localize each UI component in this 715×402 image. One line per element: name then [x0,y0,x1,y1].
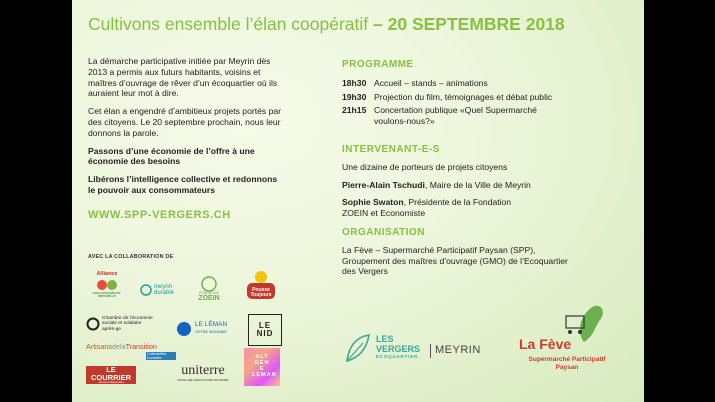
programme-text: Projection du film, témoignages et débat public [374,91,553,102]
programme-text: Concertation publique «Quel Supermarché voulons-nous?» [374,105,537,127]
meyrin-durable-text: durable [153,290,174,296]
la-feve-subtext: Supermarché Participatif [528,356,606,363]
artisans-word: la [119,341,126,351]
intervenant-role: , Maire de la Ville de Meyrin [424,179,531,190]
le-nid-logo [248,314,282,346]
vergers-mark [342,330,374,368]
logo-divider [430,344,431,358]
chambre-ess-mark [86,317,100,331]
uniterre-logo [170,362,236,384]
poster-title [88,14,565,35]
alliance-logo-text: Alliance [96,270,118,277]
leman-mark [176,321,192,337]
alliance-logo-subtext: www.consomateurs-alternatifs.ch [92,290,122,298]
vergers-text: VERGERS [376,344,421,354]
alternatiba-logo [244,348,280,386]
intro-paragraph: Cet élan a engendré d’ambitieux projets portés par des citoyens. Le 20 septembre prochain, nous leur donnons la parole. [88,106,281,138]
chambre-ess-subtext: après-ge [102,326,121,332]
vergers-wordmark [376,334,420,360]
chambre-ess-logo [86,312,166,336]
meyrin-durable-logo [134,278,180,302]
intro-column [88,56,284,203]
title-date: – 20 SEPTEMBRE 2018 [373,14,565,34]
programme-time: 21h15 [342,105,367,116]
leman-logo [176,318,240,340]
zoein-logo [192,274,226,304]
la-feve-subtext: Paysan [555,364,579,371]
leman-text: LE LÉMAN [195,321,228,329]
programme-text: Accueil – stands – animations [374,77,488,88]
la-feve-name: La Fève [519,336,572,352]
meyrin-durable-mark [140,284,152,296]
slogan: Libérons l’intelligence collective et redonnons le pouvoir aux consommateurs [88,174,278,195]
organisation-text: La Fève – Supermarché Participatif Paysan (SPP), Groupement des maîtres d’ouvrage (GMO) de l’Ecoquartier des Vergers [342,244,568,277]
meyrin-wordmark: MEYRIN [435,344,481,356]
programme-heading: PROGRAMME [342,59,414,70]
collab-heading: AVEC LA COLLABORATION DE [88,254,174,260]
intro-paragraph: La démarche participative initiée par Meyrin dès 2013 a permis aux futurs habitants, voisins et maîtres d’ouvrage de rêver d’un écoquartier où ils auraient leur mot à dire. [88,56,278,99]
intervenants-heading: INTERVENANT-E-S [342,144,440,155]
artisans-badge: Collectivités Durables [146,352,176,360]
le-courrier-subtext: Journal indépendant [98,380,124,385]
programme-section [342,60,632,130]
programme-time: 19h30 [342,91,367,102]
alliance-logo [86,268,128,302]
artisans-transition-logo [86,341,176,361]
pousse-toujours-logo [242,268,280,304]
pousse-toujours-text: Pousse Toujours [250,287,272,299]
programme-item [342,78,632,89]
le-courrier-text: LE COURRIER [90,364,131,382]
intervenants-section [342,145,632,223]
la-feve-mark [562,302,610,346]
zoein-topline: FONDATION [199,290,219,295]
uniterre-text: uniterre [181,363,225,379]
intervenants-intro: Une dizaine de porteurs de projets citoyens [342,161,508,172]
leman-subtext: VOTRE MONNAIE [195,330,227,334]
vergers-text: LES [376,334,394,344]
programme-item [342,92,632,103]
intervenant-name: Pierre-Alain Tschudi [342,179,425,190]
poster [72,0,644,402]
programme-item [342,105,632,127]
intervenant-2 [342,197,517,219]
la-feve-cart-icon [562,302,610,346]
vergers-subtext: ÉCOQUARTIER [376,354,419,359]
alternatiba-text: ALT GEN E LEMAN [252,354,277,378]
artisans-word: Artisans [86,341,112,351]
meyrin-durable-text: meyrin [153,283,172,290]
website-link[interactable]: WWW.SPP-VERGERS.CH [88,209,231,221]
uniterre-subtext: POUR UNE AGRICULTURE PAYSANNE [177,377,229,382]
programme-time: 18h30 [342,77,367,88]
le-courrier-logo [86,366,136,384]
organisation-section [342,228,582,277]
artisans-word: Transition [125,341,157,351]
la-feve-subtitle [522,356,612,372]
zoein-mark [197,276,221,292]
zoein-text: ZOEIN [198,295,220,303]
slogan: Passons d’une économie de l’offre à une économie des besoins [88,145,255,167]
organisation-heading: ORGANISATION [342,227,426,238]
alliance-logo-mark [94,278,120,292]
intervenant-role: , Présidente de la Fondation ZOEIN et Economiste [342,197,512,219]
vergers-leaf-icon [343,331,373,367]
title-main: Cultivons ensemble l’élan coopératif [88,14,369,34]
le-nid-text: LE NID [256,320,274,338]
intervenant-1 [342,180,632,191]
artisans-word: de [111,341,120,351]
chambre-ess-text: Chambre de l’économie sociale et solidaire [102,316,153,327]
intervenant-name: Sophie Swaton [342,197,404,208]
